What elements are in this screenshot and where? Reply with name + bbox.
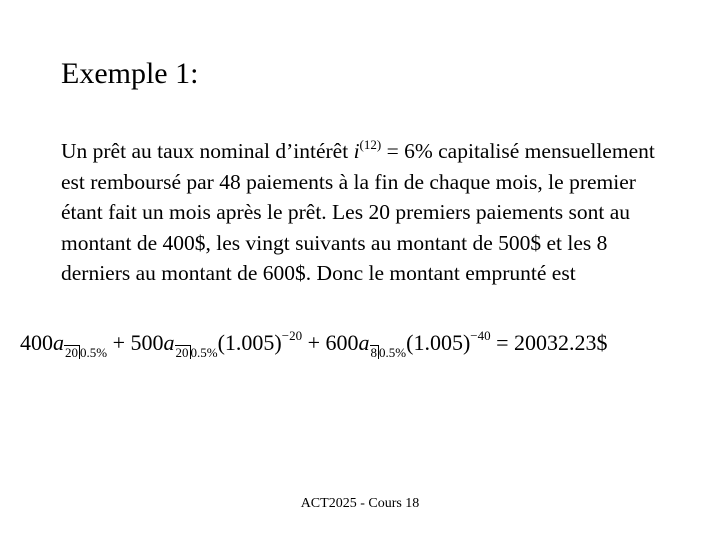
slide-footer: ACT2025 - Cours 18 [300, 496, 420, 511]
annuity-formula [20, 328, 608, 361]
term2-rate: 0.5% [190, 345, 218, 360]
term3-rate: 0.5% [379, 345, 407, 360]
term1-rate: 0.5% [80, 345, 108, 360]
term1-angle-n: 20 [65, 345, 78, 360]
term3-discount-base: (1.005) [406, 330, 471, 355]
term3-annuity-symbol [359, 328, 407, 361]
term3-coefficient: 600 [325, 330, 359, 355]
term1-annuity-symbol [53, 328, 107, 361]
interest-superscript: (12) [359, 137, 382, 152]
term2-discount-base: (1.005) [217, 330, 282, 355]
statement-part-2: = 6% capitalisé mensuellement est remboursé par 48 paiements à la fin de chaque mois, le premier étant fait un mois après le prêt. Les 20 premiers paiements sont au montant de 400$, les vingt suivants au montant de 500$ et les 8 derniers au montant de 600$. Donc le montant emprunté est [61, 139, 655, 285]
slide-title: Exemple 1: [61, 57, 199, 90]
term3-a: a [358, 330, 370, 355]
plus-sign-2: + [302, 330, 326, 355]
formula-result: 20032.23$ [514, 330, 608, 355]
term2-angle-n: 20 [175, 345, 189, 360]
interest-symbol: i [353, 139, 360, 163]
term2-a: a [163, 330, 175, 355]
term2-exponent: −20 [281, 328, 303, 343]
statement-part-1: Un prêt au taux nominal d’intérêt [61, 139, 354, 163]
term3-exponent: −40 [470, 328, 491, 343]
term2-annuity-symbol [164, 328, 218, 361]
equals-sign: = [490, 330, 515, 355]
term1-a: a [53, 330, 64, 355]
plus-sign-1: + [107, 330, 131, 355]
term1-coefficient: 400 [20, 330, 53, 355]
term2-coefficient: 500 [130, 330, 164, 355]
term3-angle-n: 8 [370, 345, 378, 360]
problem-statement [61, 136, 661, 289]
